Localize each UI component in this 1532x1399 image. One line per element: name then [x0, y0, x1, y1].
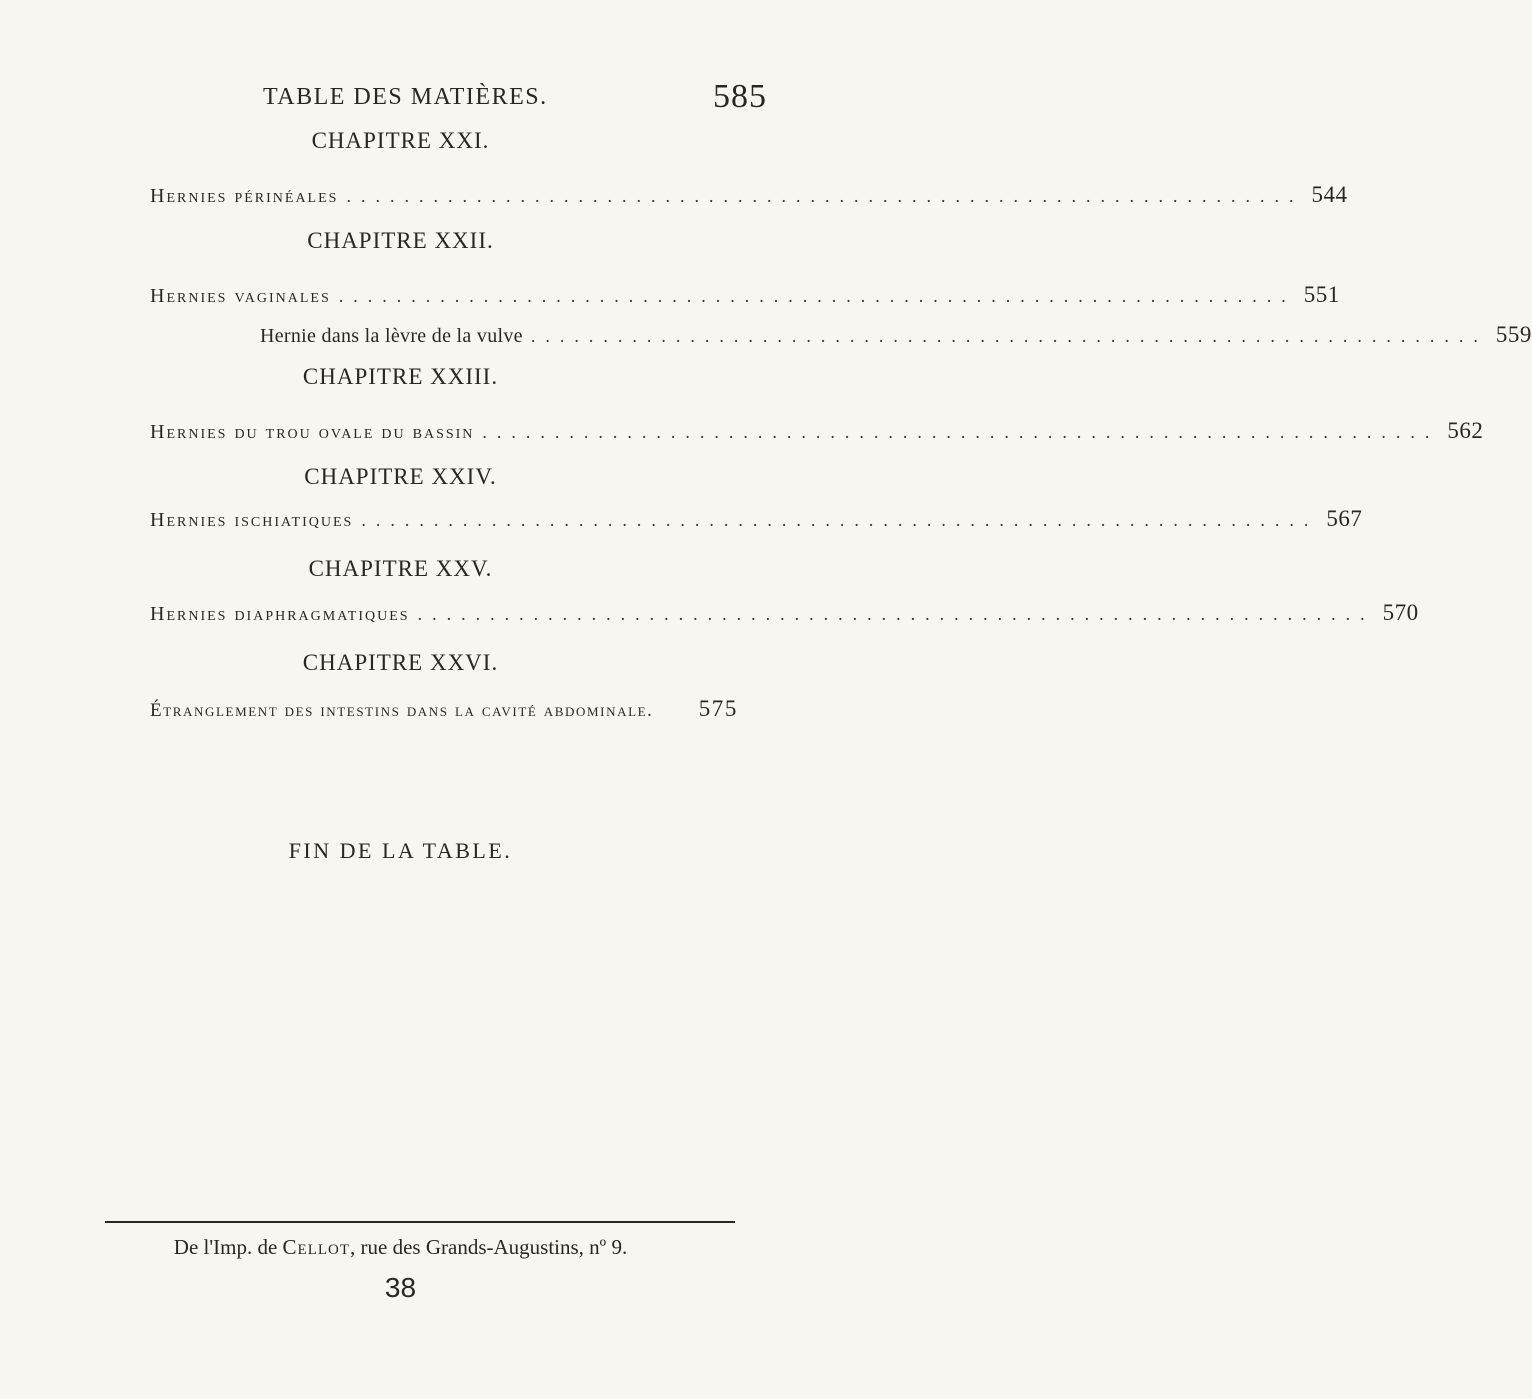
chapter-heading-xxii: CHAPITRE XXII.: [307, 228, 494, 253]
chapter-heading-xxvi: CHAPITRE XXVI.: [302, 650, 499, 675]
chapter-heading-xxiv: CHAPITRE XXIV.: [304, 464, 497, 489]
running-head: [263, 78, 771, 118]
toc-entry-label: Hernies périnéales: [150, 185, 339, 207]
end-of-table-text: FIN DE LA TABLE.: [288, 838, 513, 863]
toc-entry[interactable]: [150, 418, 1484, 452]
dot-leader: ..................................................................: [482, 422, 1440, 442]
running-head-title: TABLE DES MATIÈRES.: [263, 84, 548, 110]
toc-entry-page: 551: [1303, 282, 1340, 307]
dot-leader: ..................................................................: [530, 326, 1488, 346]
imprint-prefix: De l'Imp. de: [173, 1235, 278, 1259]
toc-entry[interactable]: [150, 600, 1419, 634]
chapter-heading-xxiii: CHAPITRE XXIII.: [302, 364, 499, 389]
signature-mark: 38: [384, 1272, 417, 1303]
dot-leader: ..................................................................: [338, 286, 1296, 306]
toc-entry-page: 559: [1495, 322, 1532, 347]
toc-entry-label: Hernies diaphragmatiques: [150, 603, 410, 625]
toc-entry[interactable]: [260, 322, 1532, 356]
dot-leader: ..................................................................: [361, 510, 1319, 530]
dot-leader: ..................................................................: [417, 604, 1375, 624]
printer-imprint: [0, 1235, 801, 1260]
toc-entry-page: 544: [1311, 182, 1348, 207]
toc-entry-page: 575: [698, 696, 738, 721]
toc-entry-page: 567: [1326, 506, 1363, 531]
toc-entry-page: 570: [1382, 600, 1419, 625]
toc-entry-page: 562: [1447, 418, 1484, 443]
toc-entry[interactable]: [150, 696, 738, 722]
toc-entry[interactable]: [150, 506, 1363, 540]
toc-entry-label: Hernies ischiatiques: [150, 509, 354, 531]
dot-leader: ..................................................................: [346, 186, 1304, 206]
page-number: 585: [713, 78, 767, 115]
imprint-printer: Cellot: [282, 1235, 351, 1259]
chapter-heading-xxi: CHAPITRE XXI.: [311, 128, 490, 153]
toc-entry[interactable]: [150, 182, 1348, 216]
toc-entry-label: Hernies du trou ovale du bassin: [150, 421, 475, 443]
toc-entry[interactable]: [150, 282, 1340, 316]
toc-entry-label: Étranglement des intestins dans la cavité abdominale.: [150, 700, 654, 721]
footer-rule: [105, 1221, 735, 1223]
toc-entry-label: Hernie dans la lèvre de la vulve: [260, 325, 523, 347]
chapter-heading-xxv: CHAPITRE XXV.: [308, 556, 493, 581]
imprint-suffix: , rue des Grands-Augustins, nº 9.: [350, 1235, 628, 1259]
toc-entry-label: Hernies vaginales: [150, 285, 331, 307]
